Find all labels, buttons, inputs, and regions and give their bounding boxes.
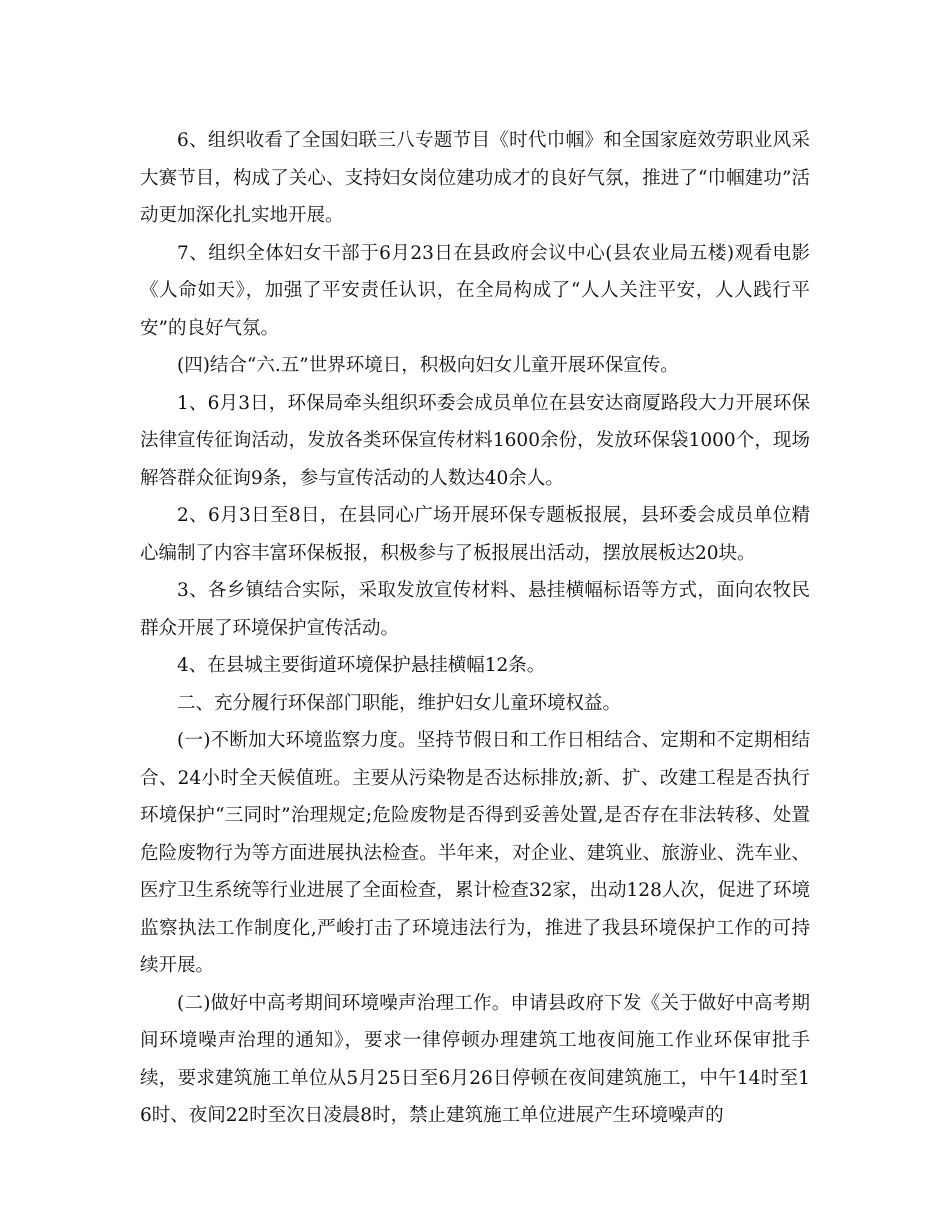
paragraph-subsection-2: (二)做好中高考期间环境噪声治理工作。申请县政府下发《关于做好中高考期间环境噪声治理的通知》，要求一律停顿办理建筑工地夜间施工作业环保审批手续，要求建筑施工单位从5月25日至6月26日停顿在夜间建筑施工，中午14时至16时、夜间22时至次日凌晨8时，禁止建筑施工单位进展产生环境噪声的 bbox=[140, 992, 810, 1126]
paragraph-item-2: 2、6月3日至8日，在县同心广场开展环保专题板报展，县环委会成员单位精心编制了内容丰富环保板报，积极参与了板报展出活动，摆放展板达20块。 bbox=[140, 505, 810, 564]
paragraph-subsection-1: (一)不断加大环境监察力度。坚持节假日和工作日相结合、定期和不定期相结合、24小时全天候值班。主要从污染物是否达标排放;新、扩、改建工程是否执行环境保护“三同时”治理规定;危险废物是否得到妥善处置,是否存在非法转移、处置危险废物行为等方面进展执法检查。半年来，对企业、建筑业、旅游业、洗车业、医疗卫生系统等行业进展了全面检查，累计检查32家，出动128人次，促进了环境监察执法工作制度化,严峻打击了环境违法行为，推进了我县环境保护工作的可持续开展。 bbox=[140, 730, 810, 976]
paragraph-item-4: 4、在县城主要街道环境保护悬挂横幅12条。 bbox=[177, 655, 546, 676]
document-body bbox=[140, 122, 810, 1135]
section-heading-2: 二、充分履行环保部门职能，维护妇女儿童环境权益。 bbox=[177, 692, 622, 714]
paragraph-item-7: 7、组织全体妇女干部于6月23日在县政府会议中心(县农业局五楼)观看电影《人命如天》，加强了平安责任认识，在全局构成了“人人关注平安，人人践行平安”的良好气氛。 bbox=[140, 242, 810, 339]
paragraph-item-1: 1、6月3日，环保局牵头组织环委会成员单位在县安达商厦路段大力开展环保法律宣传征询活动，发放各类环保宣传材料1600余份，发放环保袋1000个，现场解答群众征询9条，参与宣传活动的人数达40余人。 bbox=[140, 392, 810, 489]
section-heading-4: (四)结合“六.五”世界环境日，积极向妇女儿童开展环保宣传。 bbox=[177, 355, 679, 376]
paragraph-item-6: 6、组织收看了全国妇联三八专题节目《时代巾帼》和全国家庭效劳职业风采大赛节目，构成了关心、支持妇女岗位建功成才的良好气氛，推进了“巾帼建功”活动更加深化扎实地开展。 bbox=[140, 130, 810, 226]
paragraph-item-3: 3、各乡镇结合实际，采取发放宣传材料、悬挂横幅标语等方式，面向农牧民群众开展了环境保护宣传活动。 bbox=[140, 580, 810, 639]
